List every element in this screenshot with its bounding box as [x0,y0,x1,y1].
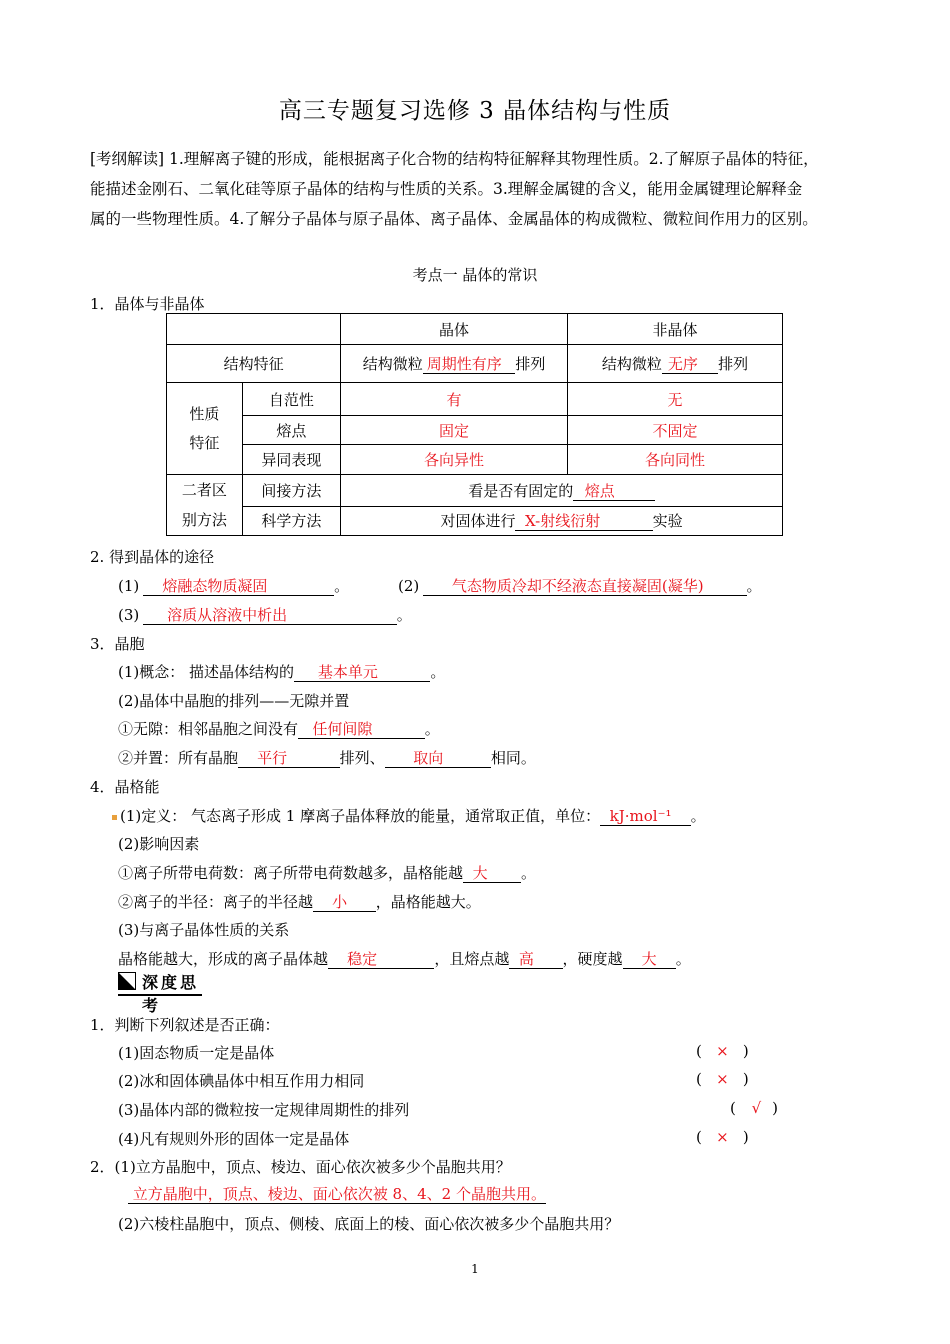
s3-no-gap: ①无隙：相邻晶胞之间没有 任何间隙 。 [118,720,440,738]
s2-item-1: (1) 熔融态物质凝固 。 [118,577,350,595]
label-scientific-method: 科学方法 [242,506,341,535]
q1-item-2: (2)冰和固体碘晶体中相互作用力相同 [118,1072,365,1090]
cell-scientific-method: 对固体进行 X-射线衍射 实验 [341,506,783,535]
intro-line-2: 能描述金刚石、二氧化硅等原子晶体的结构与性质的关系。3.理解金属键的含义，能用金属键理论解释金 [90,180,803,198]
s1-heading: 1．晶体与非晶体 [90,295,205,313]
label-isotropy: 异同表现 [242,445,341,475]
q1-heading: 1．判断下列叙述是否正确： [90,1016,280,1034]
s4-charge: ①离子所带电荷数：离子所带电荷数越多，晶格能越 大 。 [118,864,536,882]
s4-relation-detail: 晶格能越大，形成的离子晶体越 稳定 ，且熔点越 高 ，硬度越 大 。 [118,950,691,968]
header-underline [118,994,202,996]
s2-heading: 2. 得到晶体的途径 [90,548,215,566]
page-title: 高三专题复习选修 3 晶体结构与性质 [278,98,672,124]
cell-iso-amorphous: 各向同性 [567,445,782,475]
cell-self-amorphous: 无 [567,383,782,416]
s4-factors: (2)影响因素 [118,835,200,853]
cell-structure-amorphous: 结构微粒 无序 排列 [567,345,782,383]
s3-parallel: ②并置：所有晶胞 平行 排列、 取向 相同。 [118,749,536,767]
q1-item-3: (3)晶体内部的微粒按一定规律周期性的排列 [118,1101,410,1119]
label-self-shaping: 自范性 [242,383,341,416]
row-structure-label: 结构特征 [167,345,341,383]
header-amorphous: 非晶体 [567,314,782,345]
header-crystal: 晶体 [341,314,568,345]
q1-item-1-answer: ( × ) [696,1042,749,1060]
row-distinguish-label: 二者区 别方法 [167,475,243,536]
q1-item-4-answer: ( × ) [696,1128,749,1146]
s4-heading: 4．晶格能 [90,778,160,796]
section-title: 考点一 晶体的常识 [412,266,538,284]
q1-item-3-answer: ( √ ) [730,1099,779,1117]
s4-relation: (3)与离子晶体性质的关系 [118,921,290,939]
deep-thinking-header: 深度思考 [118,970,200,994]
label-indirect-method: 间接方法 [242,475,341,507]
crystal-comparison-table [166,313,783,536]
s4-radius: ②离子的半径：离子的半径越 小 ，晶格能越大。 [118,893,481,911]
bullet-marker [112,815,117,820]
s4-definition: (1)定义： 气态离子形成 1 摩离子晶体释放的能量，通常取正值，单位： kJ·mol⁻¹ 。 [120,807,706,825]
s2-item-3: (3) 溶质从溶液中析出 。 [118,606,412,624]
cell-iso-crystal: 各向异性 [341,445,568,475]
cell-indirect-method: 看是否有固定的 熔点 [341,475,783,507]
s2-item-2: (2) 气态物质冷却不经液态直接凝固(凝华) 。 [398,577,762,595]
cell-mp-amorphous: 不固定 [567,416,782,445]
label-melting-point: 熔点 [242,416,341,445]
q2-heading: 2．(1)立方晶胞中，顶点、棱边、面心依次被多少个晶胞共用？ [90,1158,511,1176]
q1-item-4: (4)凡有规则外形的固体一定是晶体 [118,1130,350,1148]
q3-heading: (2)六棱柱晶胞中，顶点、侧棱、底面上的棱、面心依次被多少个晶胞共用？ [118,1215,620,1233]
q1-item-2-answer: ( × ) [696,1070,749,1088]
s3-concept: (1)概念： 描述晶体结构的 基本单元 。 [118,663,446,681]
row-properties-label: 性质 特征 [167,383,243,475]
s3-heading: 3．晶胞 [90,635,145,653]
s3-arrangement: (2)晶体中晶胞的排列——无隙并置 [118,692,350,710]
intro-line-3: 属的一些物理性质。4.了解分子晶体与原子晶体、离子晶体、金属晶体的构成微粒、微粒间作用力的区别。 [90,210,818,228]
cell-structure-crystal: 结构微粒 周期性有序 排列 [341,345,568,383]
q2-answer: 立方晶胞中，顶点、棱边、面心依次被 8、4、2 个晶胞共用。 [128,1185,546,1204]
intro-line-1: [考纲解读] 1.理解离子键的形成，能根据离子化合物的结构特征解释其物理性质。2.了解原子晶体的特征， [90,150,819,168]
cell-mp-crystal: 固定 [341,416,568,445]
q1-item-1: (1)固态物质一定是晶体 [118,1044,275,1062]
cell-self-crystal: 有 [341,383,568,416]
page-number: 1 [471,1262,479,1276]
